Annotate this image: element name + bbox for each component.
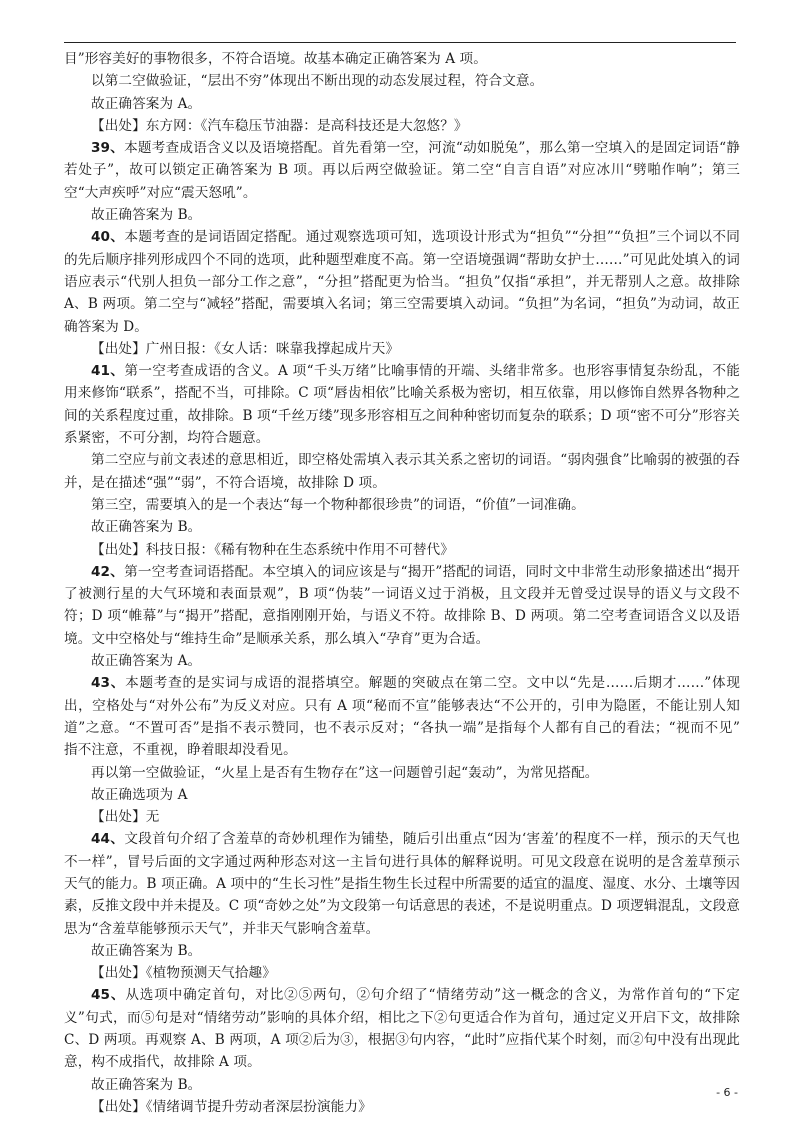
- source-citation: [64, 806, 740, 828]
- question-number: 43、: [91, 675, 126, 692]
- paragraph-text: 第一空考查词语搭配。本空填入的词应该是与“揭开”搭配的词语，同时文中非常生动形象描述出“揭开了被测行星的大气环境和表面景观”，B 项“伪装”一词语义过于消极，且文段并无曾受过误导的语义与文段不符；D 项“帷幕”与“揭开”搭配，意指刚刚开始，与语义不符。故排除 B、D 两项。第二空考查词语含义以及语境。文中空格处与“维持生命”是顺承关系，那么填入“孕育”更为合适。: [64, 563, 740, 647]
- source-citation: [64, 338, 740, 360]
- paragraph-text: 本题考查的是词语固定搭配。通过观察选项可知，选项设计形式为“担负”“分担”“负担”三个词以不同的先后顺序排列形成四个不同的选项，此种题型难度不高。第一空语境强调“帮助女护士……”可见此处填入的词语应表示“代别人担负一部分工作之意”，“分担”搭配更为恰当。“担负”仅指“承担”，并无帮别人之意。故排除 A、B 两项。第二空与“减轻”搭配，需要填入名词；第三空需要填入动词。“负担”为名词，“担负”为动词，故正确答案为 D。: [64, 229, 740, 335]
- paragraph: [64, 762, 740, 784]
- paragraph-text: 第二空应与前文表述的意思相近，即空格处需填入表示其关系之密切的词语。“弱肉强食”比喻弱的被强的吞并，是在描述“强”“弱”，不符合语境，故排除 D 项。: [64, 452, 740, 491]
- question-explanation: [64, 828, 740, 939]
- paragraph-text: 本题考查的是实词与成语的混搭填空。解题的突破点在第二空。文中以“先是……后期才……”体现出，空格处与“对外公布”为反义对应。只有 A 项“秘而不宣”能够表达“不公开的，引申为隐匿，不能让别人知道”之意。“不置可否”是指不表示赞同，也不表示反对；“各执一端”是指每个人都有自己的看法；“视而不见” 指不注意，不重视，睁着眼却没看见。: [64, 675, 754, 759]
- paragraph-text: 以第二空做验证，“层出不穷”体现出不断出现的动态发展过程，符合文意。: [91, 73, 544, 90]
- question-explanation: [64, 672, 754, 761]
- source-citation: [64, 539, 740, 561]
- paragraph-text: 【出处】科技日报：《稀有物种在生态系统中作用不可替代》: [91, 541, 454, 558]
- question-number: 45、: [91, 987, 126, 1004]
- paragraph-text: 故正确答案为 B。: [91, 942, 202, 959]
- paragraph: [64, 48, 740, 70]
- header-rule: [64, 42, 736, 43]
- paragraph-text: 【出处】《情绪调节提升劳动者深层扮演能力》: [91, 1098, 372, 1115]
- question-explanation: [64, 561, 740, 650]
- question-explanation: [64, 226, 740, 337]
- paragraph: [64, 516, 740, 538]
- question-number: 41、: [91, 363, 125, 380]
- paragraph-text: 【出处】《植物预测天气拾趣》: [91, 965, 276, 982]
- paragraph-text: 【出处】无: [91, 809, 160, 826]
- paragraph: [64, 70, 740, 92]
- source-citation: [64, 962, 740, 984]
- answer-explanations: [64, 48, 754, 1118]
- paragraph: [64, 93, 740, 115]
- paragraph: [64, 449, 740, 494]
- paragraph-text: 【出处】东方网：《汽车稳压节油器：是高科技还是大忽悠？》: [91, 117, 468, 134]
- paragraph-text: 故正确答案为 B。: [91, 519, 202, 536]
- question-number: 40、: [91, 229, 125, 246]
- paragraph-text: 故正确答案为 A。: [91, 95, 202, 112]
- paragraph-text: 从选项中确定首句，对比②⑤两句，②句介绍了“情绪劳动”这一概念的含义，为常作首句的“下定义”句式，而⑤句是对“情绪劳动”影响的具体介绍，相比之下②句更适合作为首句，通过定义开启下文，故排除 C、D 两项。再观察 A、B 两项，A 项②后为③，根据③句内容，“此时”应指代某个时刻，而②句中没有出现此意，构不成指代，故排除 A 项。: [64, 987, 741, 1071]
- paragraph-text: 本题考查成语含义以及语境搭配。首先看第一空，河流“动如脱兔”，那么第一空填入的是固定词语“静若处子”，故可以锁定正确答案为 B 项。再以后两空做验证。第二空“自言自语”对应冰川“劈啪作响”；第三空“大声疾呼”对应“震天怒吼”。: [64, 140, 740, 201]
- paragraph: [64, 650, 740, 672]
- question-explanation: [64, 984, 740, 1073]
- paragraph-text: 第三空，需要填入的是一个表达“每一个物种都很珍贵”的词语，“价值”一词准确。: [91, 496, 585, 513]
- paragraph-text: 故正确答案为 B。: [91, 207, 202, 224]
- paragraph: [64, 1074, 740, 1096]
- paragraph-text: 目”形容美好的事物很多，不符合语境。故基本确定正确答案为 A 项。: [64, 51, 487, 67]
- paragraph-text: 故正确答案为 B。: [91, 1076, 202, 1093]
- paragraph: [64, 204, 740, 226]
- question-number: 42、: [91, 563, 125, 580]
- page-number: - 6 -: [716, 1086, 738, 1099]
- source-citation: [64, 115, 740, 137]
- paragraph: [64, 784, 740, 806]
- question-explanation: [64, 137, 740, 204]
- paragraph: [64, 494, 740, 516]
- question-number: 44、: [91, 831, 125, 848]
- source-citation: [64, 1096, 740, 1118]
- paragraph-text: 文段首句介绍了含羞草的奇妙机理作为铺垫，随后引出重点“因为‘害羞’的程度不一样，预示的天气也不一样”，冒号后面的文字通过两种形态对这一主旨句进行具体的解释说明。可见文段意在说明的是含羞草预示天气的能力。B 项正确。A 项中的“生长习性”是指生物生长过程中所需要的适宜的温度、湿度、水分、土壤等因素，反推文段中并未提及。C 项“奇妙之处”为文段第一句话意思的表述，不是说明重点。D 项逻辑混乱，文段意思为“含羞草能够预示天气”，并非天气影响含羞草。: [64, 831, 740, 937]
- question-number: 39、: [91, 140, 125, 157]
- paragraph-text: 故正确选项为 A: [91, 786, 188, 803]
- paragraph-text: 第一空考查成语的含义。A 项“千头万绪”比喻事情的开端、头绪非常多。也形容事情复杂纷乱，不能用来修饰“联系”，搭配不当，可排除。C 项“唇齿相依”比喻关系极为密切，相互依靠，用以修饰自然界各物种之间的关系程度过重，故排除。B 项“千丝万缕”现多形容相互之间种种密切而复杂的联系；D 项“密不可分”形容关系紧密，不可分割，均符合题意。: [64, 363, 740, 447]
- paragraph-text: 【出处】广州日报：《女人话：咪靠我撑起成片天》: [91, 340, 400, 357]
- paragraph-text: 故正确答案为 A。: [91, 653, 202, 670]
- paragraph: [64, 940, 740, 962]
- paragraph-text: 再以第一空做验证，“火星上是否有生物存在”这一问题曾引起“轰动”，为常见搭配。: [91, 764, 599, 781]
- question-explanation: [64, 360, 740, 449]
